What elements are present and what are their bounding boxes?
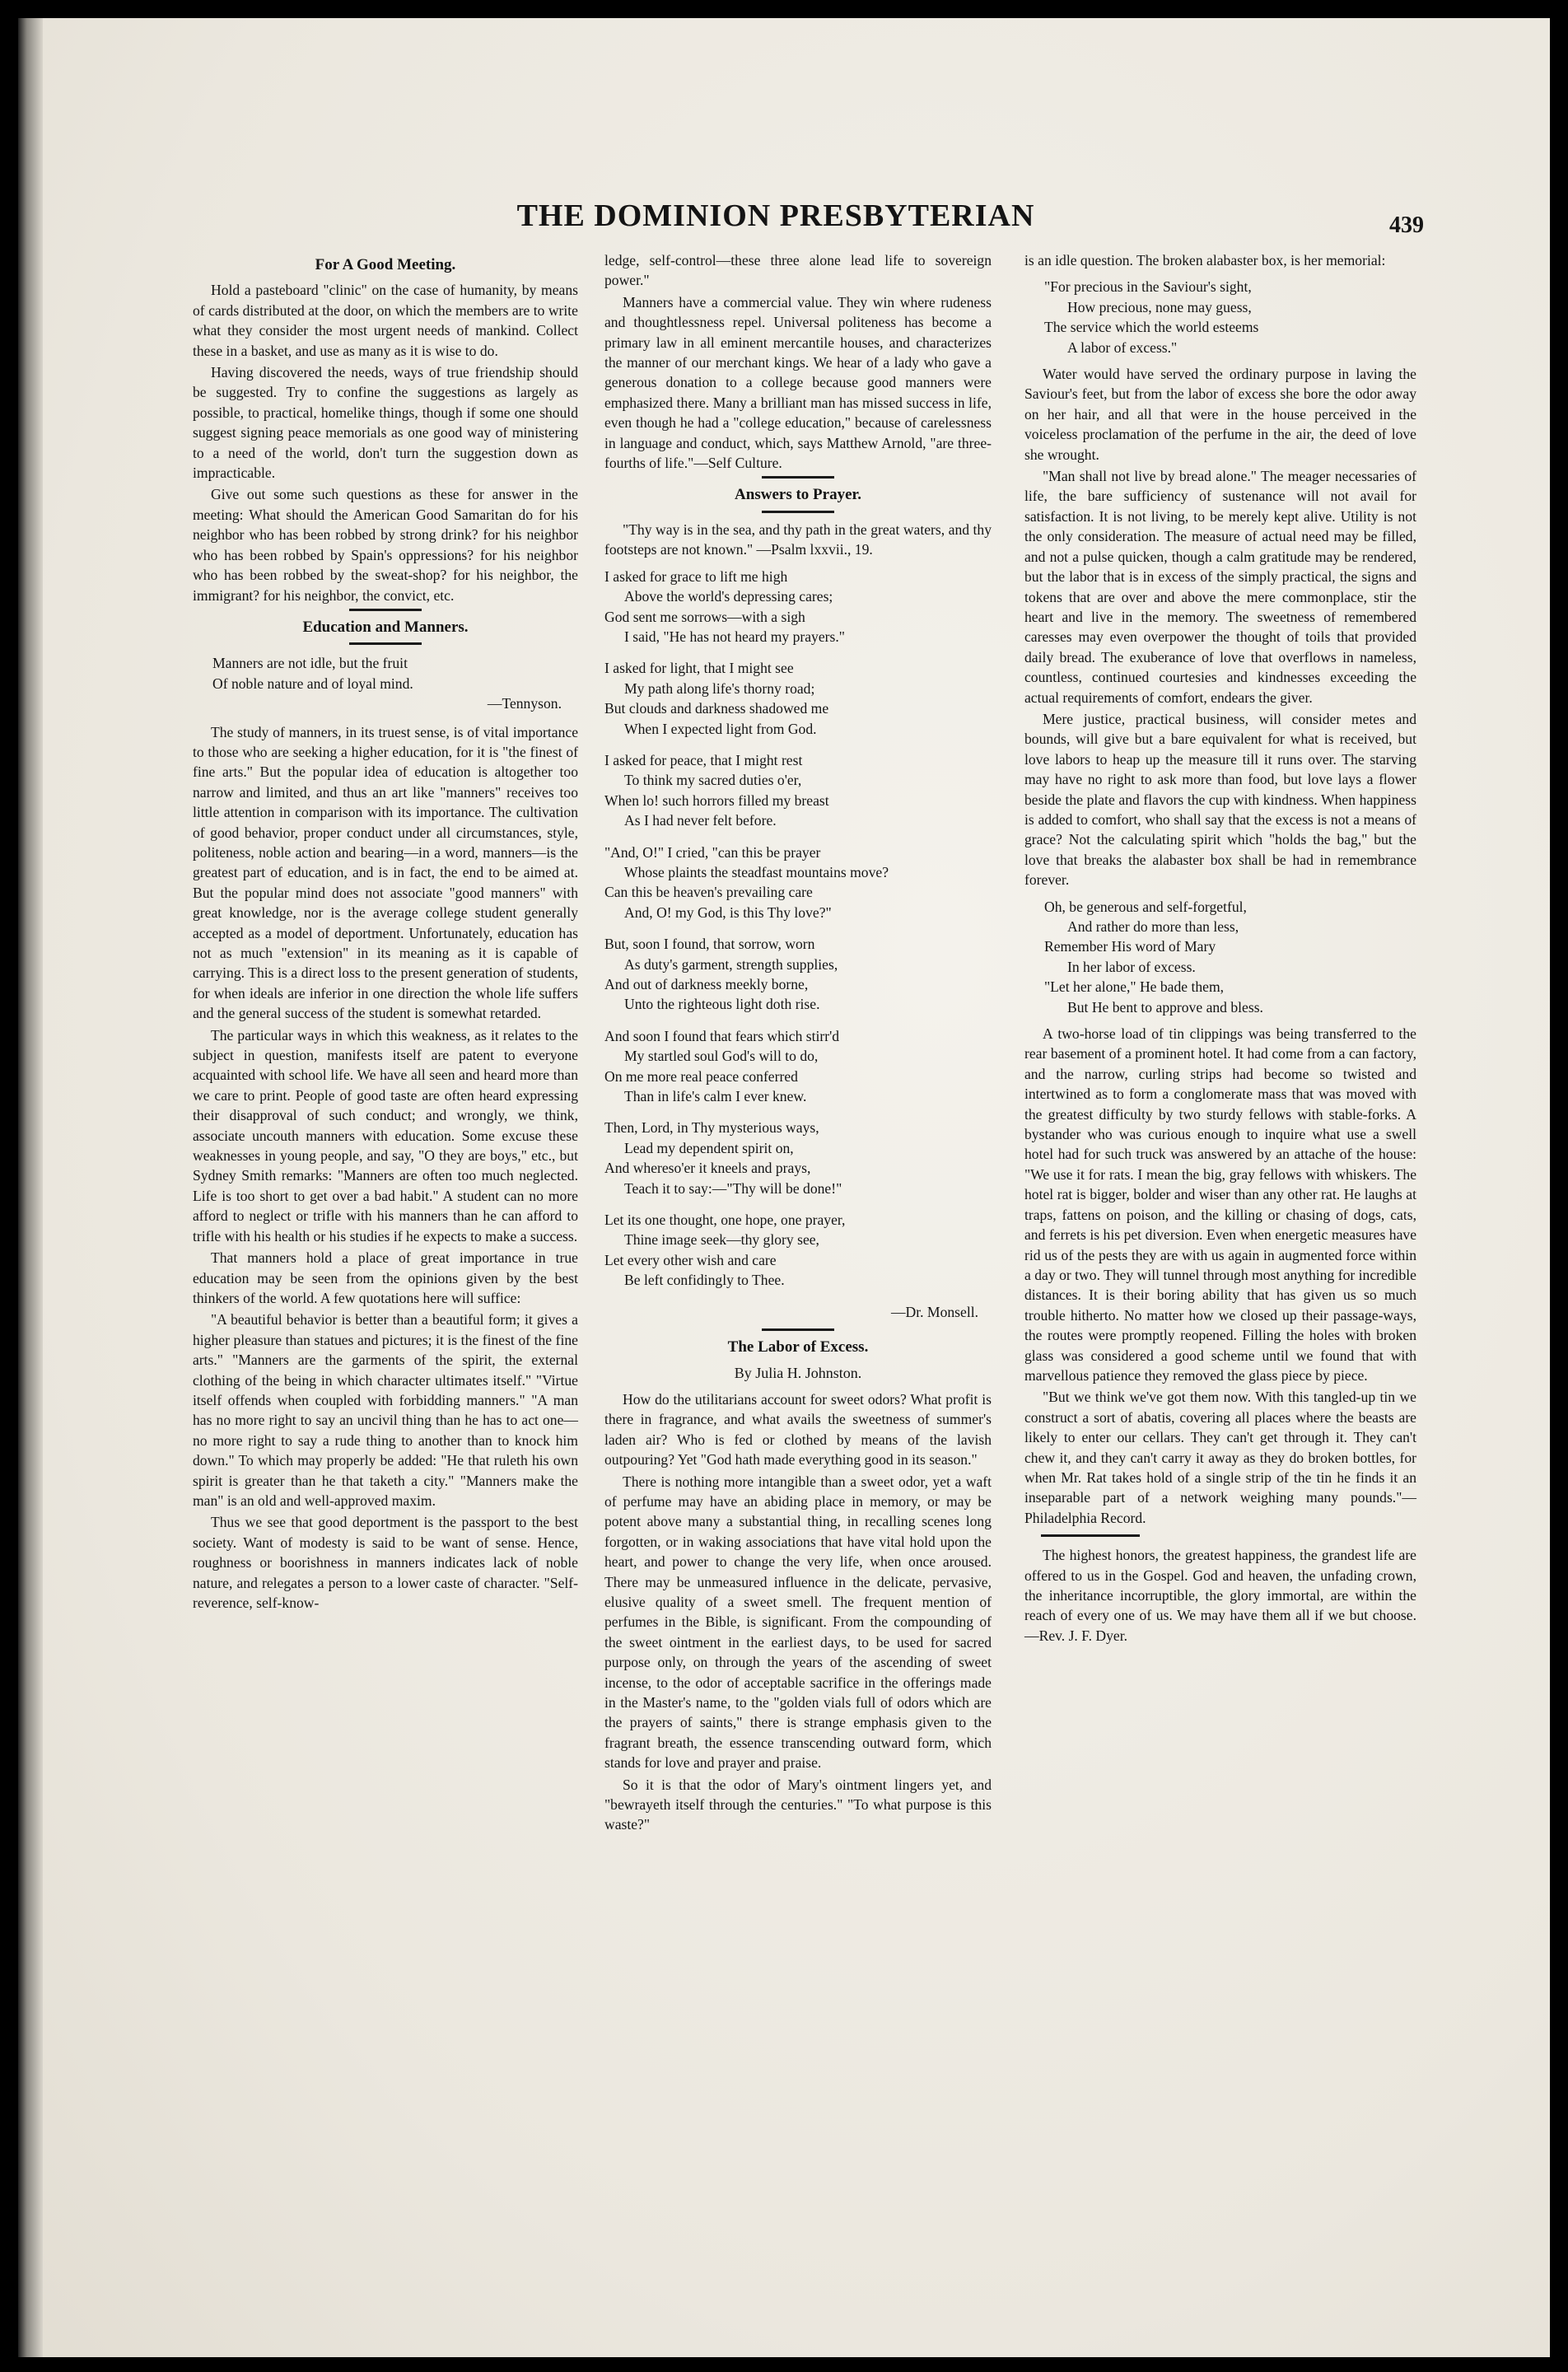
verse-line: Oh, be generous and self-forgetful, [1044,898,1247,915]
paragraph: How do the utilitarians account for sweet odors? What profit is there in fragrance, and what avails the sweetness of summer's laden air? Who is fed or clothed by means of the lavish outpouring? Yet "God hath made everything good in its season." [604,1390,992,1468]
poem-line: I asked for light, that I might see [604,660,794,677]
poem-line: Lead my dependent spirit on, [624,1139,794,1156]
poem-line: Then, Lord, in Thy mysterious ways, [604,1119,819,1137]
poem-stanza [604,750,992,831]
paragraph: "A beautiful behavior is better than a beautiful form; it gives a higher pleasure than statues and pictures; it is the finest of the fine arts." "Manners are the garments of the spirit, the external clothing of the being in which character ultimates itself." "Virtue itself offends when coupled with forbidding manners." "A man has no more right to say an uncivil thing than he has to act one—no more right to say a rude thing to another than to knock him down." To which may properly be added: "He that ruleth his own spirit is greater than he that taketh a city." "Manners make the man" is an old and well-approved maxim. [193,1311,578,1509]
poem-line: On me more real peace conferred [604,1067,798,1085]
verse [1024,277,1416,357]
masthead: THE DOMINION PRESBYTERIAN [516,198,1035,233]
poem-line: God sent me sorrows—with a sigh [604,608,805,625]
paragraph: Thus we see that good deportment is the passport to the best society. Want of modesty is said to be want of sense. Hence, roughness or boorishness in manners indicates lack of noble nature, and relegates a person to a lower caste of character. "Self-reverence, self-know- [193,1514,578,1611]
paragraph: is an idle question. The broken alabaster box, is her memorial: [1024,252,1386,268]
verse-line: Remember His word of Mary [1044,938,1216,955]
poem-line: Let every other wish and care [604,1251,777,1268]
article-title-labor-excess: The Labor of Excess. [727,1338,869,1356]
column-2 [604,250,992,1837]
paragraph: "But we think we've got them now. With this tangled-up tin we construct a sort of abatis, covering all places where the beasts are likely to enter our cellars. They can't get through it. They can't chew it, and they can't carry it away as they do broken bottles, for when Mr. Rat takes hold of a single strip of the tin he finds it an inseparable part of a network weighing many pounds."—Philadelphia Record. [1024,1389,1416,1526]
poem-stanza [604,1026,992,1107]
paragraph: Water would have served the ordinary purpose in laving the Saviour's feet, but from the labor of excess she bore the odor away on her hair, and all that were in the house perceived in the voiceless proclamation of the perfume in the air, the deed of love she wrought. [1024,366,1416,463]
paragraph: "Man shall not live by bread alone." The meager necessaries of life, the bare sufficiency of sustenance will not avail for satisfaction. It is not living, to be merely kept alive. Utility is not the only consideration. The measure of actual need may be filled, and not a pulse quicken, though a calm gratitude may be rendered, but the labor that is in excess of the simply practical, the signs and tokens that are over and above the mere commonplace, stir the heart and live in the memory. The sweetness of remembered caresses may even overpower the thought of toils that provided daily bread. The exuberance of love that overflows in nameless, countless, continued courtesies and kindnesses exceeding the actual requirements of comfort, endears the giver. [1024,468,1416,706]
verse-line: "For precious in the Saviour's sight, [1044,278,1252,296]
paragraph: The particular ways in which this weakness, as it relates to the subject in question, manifests itself are patent to everyone acquainted with school life. We have all seen and heard more than we care to print. People of good taste are often heard expressing their disapproval of such conduct; and wrongly, we think, associate uncouth manners with education. Some excuse these weaknesses in young people, and say, "O they are boys," etc., but Sydney Smith remarks: "Manners are often too much neglected. Life is too short to get over a bad habit." A student can no more afford to neglect or trifle with his manners than he can afford to trifle with his health or his studies if he expects to make a success. [193,1026,578,1244]
poem-line: When I expected light from God. [624,720,817,737]
poem-stanza [604,1118,992,1198]
paragraph: There is nothing more intangible than a sweet odor, yet a waft of perfume may have an abiding place in memory, or may be potent above many a substantial thing, in recalling scenes long forgotten, or in waking associations that have vital hold upon the heart, and power to change the very life, when once aroused. There may be unmeasured influence in the delicate, pervasive, elusive quality of a sweet smell. The frequent mention of perfumes in the Bible, is significant. From the compounding of the sweet ointment in the earliest days, to be used for sacred purpose only, on through the years of the ascending of sweet incense, to the odor of acceptable sacrifice in the offerings made in the Master's name, to the "golden vials full of odors which are the prayers of saints," there is strange emphasis given to the fragrant breath, the essence transcending outward form, which stands for love and prayer and praise. [604,1473,992,1772]
poem-line: Can this be heaven's prevailing care [604,884,813,901]
verse-line: "Let her alone," He bade them, [1044,978,1225,996]
verse [1024,897,1416,1017]
paragraph: That manners hold a place of great importance in true education may be seen from the opinions given by the best thinkers of the world. A few quotations here will suffice: [193,1249,578,1306]
poem-line: I asked for grace to lift me high [604,567,788,585]
scripture-intro: "Thy way is in the sea, and thy path in the great waters, and thy footsteps are not known." —Psalm lxxvii., 19. [604,521,992,558]
poem-stanza [604,1210,992,1291]
poem-line: And out of darkness meekly borne, [604,976,809,992]
epigraph-line: Manners are not idle, but the fruit [212,655,408,672]
poem-line: As I had never felt before. [624,812,777,829]
section-rule [1041,1534,1140,1537]
verse-line: How precious, none may guess, [1067,298,1252,315]
epigraph-attribution: —Tennyson. [487,695,562,712]
poem-line: And, O! my God, is this Thy love?" [624,904,832,921]
section-rule [349,609,422,611]
section-rule [762,511,834,513]
poem-stanza [604,934,992,1015]
page-number: 439 [1389,212,1424,238]
paragraph: Manners have a commercial value. They win where rudeness and thoughtlessness repel. Universal politeness has become a primary law in all eminent mercantile houses, and characterizes the manner of our merchant kings. We hear of a lady who gave a generous donation to a college because good manners were emphasized there. Many a brilliant man has missed success in life, even though he had a "college education," because of carelessness in language and conduct, which, says Matthew Arnold, "are three-fourths of life."—Self Culture. [604,293,992,472]
paragraph: A two-horse load of tin clippings was being transferred to the rear basement of a prominent hotel. It had come from a can factory, and the narrow, curling strips had become so twisted and intertwined as to form a conglomerate mass that was moved with the greatest difficulty by two sturdy fellows with stable-forks. A bystander who was curious enough to inquire what use a swell hotel had for such truck was answered by an attache of the house: "We use it for rats. I mean the big, gray fellows with whiskers. The hotel rat is bigger, bolder and wiser than any other rat. He laughs at traps, fattens on poison, and the killing or chasing of dogs, cats, and ferrets is his pet diversion. Even when energetic measures have rid us of the pests they are with us again in augmented force within a day or two. They will tunnel through most anything for incredible distances. It is their boring ability that has given us so much trouble hitherto. No matter how we closed up their passage-ways, the routes were promptly reopened. Filling the holes with broken glass was considered a good scheme until we found that with marvellous patience they removed the glass piece by piece. [1024,1025,1416,1384]
byline: By Julia H. Johnston. [734,1364,862,1381]
poem-attribution: —Dr. Monsell. [890,1303,978,1320]
page-binding-edge [18,18,43,2357]
poem-line: Than in life's calm I ever knew. [624,1088,807,1105]
verse-line: A labor of excess." [1067,339,1178,356]
article-title-good-meeting: For A Good Meeting. [315,256,456,273]
poem-line: And soon I found that fears which stirr'd [604,1027,840,1044]
poem-line: To think my sacred duties o'er, [624,772,802,789]
poem-stanza [604,843,992,923]
poem-line: Unto the righteous light doth rise. [624,996,820,1013]
poem-line: But clouds and darkness shadowed me [604,700,829,717]
poem-line: My path along life's thorny road; [624,679,815,697]
paragraph: The study of manners, in its truest sense, is of vital importance to those who are seeking a higher education, for it is "the finest of fine arts." But the popular idea of education is altogether too narrow and limited, and thus an art like "manners" receives too little attention in comparison with its importance. The cultivation of good behavior, proper conduct under all circumstances, style, politeness, noble action and bearing—in a word, manners—is the greatest part of education, and is in fact, the end to be aimed at. But the popular mind does not associate "good manners" with great knowledge, nor is the average college student generally accepted as a model of deportment. Unfortunately, education has not as much "extension" in its meaning as it is capable of carrying. This is a direct loss to the present generation of students, for when ideals are inferior in one direction the whole life suffers and the general success of the student is somewhat retarded. [193,723,578,1022]
verse-line: The service which the world esteems [1044,319,1259,336]
poem-line: "And, O!" I cried, "can this be prayer [604,843,821,861]
section-rule [762,1328,834,1331]
verse-line: And rather do more than less, [1067,918,1239,935]
poem [604,567,992,1322]
article-title-answers-prayer: Answers to Prayer. [735,486,861,504]
poem-stanza [604,567,992,647]
article-title-education-manners: Education and Manners. [302,618,469,636]
poem-line: I asked for peace, that I might rest [604,751,803,768]
column-3 [1024,250,1416,1647]
newspaper-page [18,18,1550,2357]
epigraph [193,653,578,713]
poem-line: Above the world's depressing cares; [624,588,833,605]
poem-line: I said, "He has not heard my prayers." [624,628,845,645]
poem-line: As duty's garment, strength supplies, [624,955,838,973]
paragraph: So it is that the odor of Mary's ointment lingers yet, and "bewrayeth itself through the centuries." "To what purpose is this waste?" [604,1776,992,1833]
poem-stanza [604,658,992,739]
paragraph: ledge, self-control—these three alone lead life to sovereign power." [604,252,992,289]
paragraph: Give out some such questions as these for answer in the meeting: What should the American Good Samaritan do for his neighbor who has been robbed by strong drink? for his neighbor who has been robbed by Spain's oppressions? for his neighbor who has been robbed by the sweat-shop? for his neighbor, the immigrant? for his neighbor, the convict, etc. [193,486,578,604]
poem-line: My startled soul God's will to do, [624,1048,819,1065]
poem-line: When lo! such horrors filled my breast [604,791,829,809]
section-rule [762,476,834,479]
verse-line: But He bent to approve and bless. [1067,998,1263,1016]
paragraph: The highest honors, the greatest happiness, the grandest life are offered to us in the Gospel. God and heaven, the unfading crown, the inheritance incorruptible, the glory immortal, are within the reach of every one of us. We may have them all if we but choose.—Rev. J. F. Dyer. [1024,1547,1416,1644]
column-1 [193,250,578,1614]
paragraph: Mere justice, practical business, will consider metes and bounds, will give but a bare equivalent for what is received, but love labors to heap up the measure till it runs over. The starving may have no right to ask more than food, but love lays a flower beside the plate and flavors the cup with kindness. When happiness is added to comfort, who shall say that the excess is not a means of grace? Not the calculating spirit which "holds the bag," but the love that breaks the alabaster box shall be had in remembrance forever. [1024,710,1416,889]
verse-line: In her labor of excess. [1067,958,1196,975]
poem-line: Teach it to say:—"Thy will be done!" [624,1179,842,1197]
poem-line: But, soon I found, that sorrow, worn [604,936,815,953]
poem-line: And whereso'er it kneels and prays, [604,1160,811,1177]
section-rule [349,642,422,645]
poem-line: Whose plaints the steadfast mountains move? [624,863,889,880]
poem-line: Let its one thought, one hope, one prayer, [604,1212,846,1229]
paragraph: Hold a pasteboard "clinic" on the case of humanity, by means of cards distributed at the door, on which the members are to write what they consider the most urgent needs of mankind. Collect these in a basket, and use as many as it is wise to do. [193,282,578,359]
paragraph: Having discovered the needs, ways of true friendship should be suggested. Try to confine the suggestions as largely as possible, to practical, homelike things, though if some one should suggest signing peace memorials as one good way of ministering to a need of the world, don't turn the suggestion down as impracticable. [193,364,578,482]
epigraph-line: Of noble nature and of loyal mind. [212,675,413,692]
poem-line: Thine image seek—thy glory see, [624,1231,819,1249]
poem-line: Be left confidingly to Thee. [624,1272,785,1289]
